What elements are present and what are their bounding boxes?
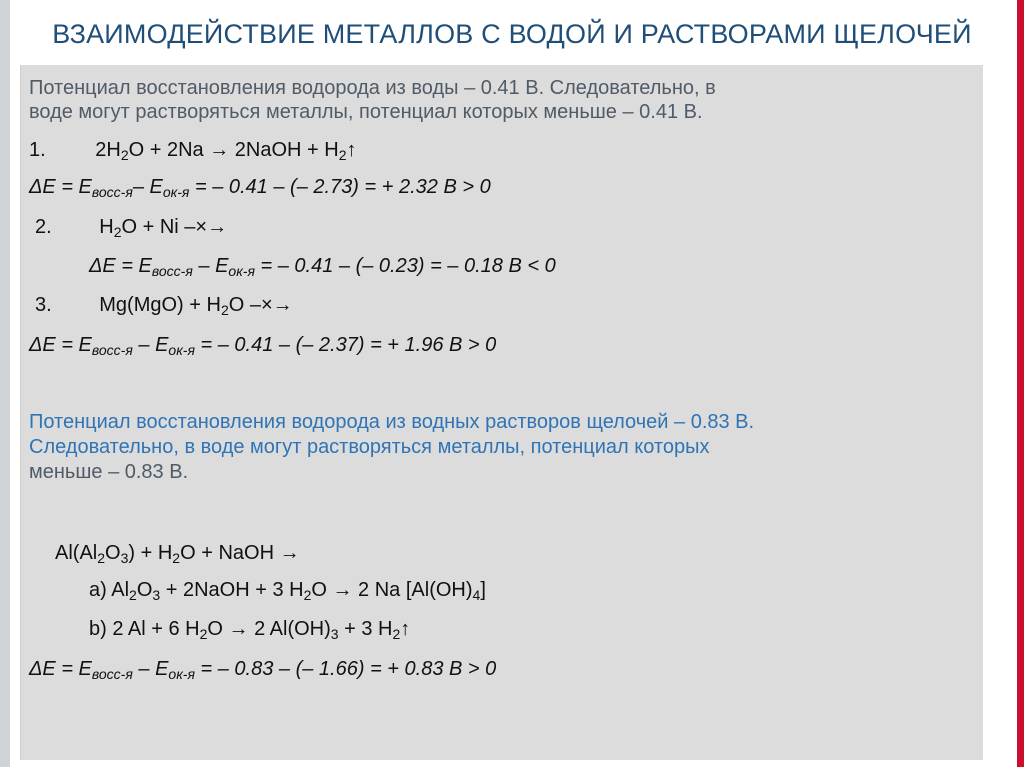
para1-line1: Потенциал восстановления водорода из воды – 0.41 В. Следовательно, в [29,77,716,99]
delta-e-1: $\Delta E = E_{восс-я}-$ $E_{ок-я}$ = – 0.41 – (– 2.73) = + 2.32 В > 0 [29,176,491,200]
equation-4: $Al(Al_2O_3) + H_2O$ + NaOH → [55,542,300,566]
equation-1: 1. $2H_2O + 2Na$ → 2NaOH + $H_2↑$ [29,139,357,163]
delta-e-3: $\Delta E = E_{восс-я} - E_{ок-я}$ = – 0.41 – (– 2.37) = + 1.96 В > 0 [29,334,497,358]
para2-line2: Следовательно, в воде могут растворяться металлы, потенциал которых [29,436,710,458]
right-accent-bar [1017,0,1024,767]
para1-line2: воде могут растворяться металлы, потенциал которых меньше – 0.41 В. [29,101,703,123]
para2-line3: меньше – 0.83 В. [29,461,189,483]
left-edge-bar [0,0,10,767]
content-panel [20,65,983,760]
equation-4b: b) 2 Al + 6 $H_2O \to 2$ $Al(OH)_3 + 3$ $H_2↑$ [89,618,411,642]
delta-e-4: $\Delta E = E_{восс-я} - E_{ок-я}$ = – 0.83 – (– 1.66) = + 0.83 В > 0 [29,658,497,682]
equation-number: 3. [35,294,52,316]
equation-2: 2. $H_2O + Ni$ –×→ [35,216,228,240]
para2-line1: Потенциал восстановления водорода из водных растворов щелочей – 0.83 В. [29,411,755,433]
equation-4a: a) $Al_2O_3$ + 2NaOH + 3 $H_2O \to 2$ Na $[Al(OH)_4]$ [89,579,486,603]
equation-3: 3. $Mg(MgO) + H_2O$ –×→ [35,294,293,318]
delta-e-2: $\Delta E = E_{восс-я} - E_{ок-я}$ = – 0.41 – (– 0.23) = – 0.18 В < 0 [89,255,556,279]
equation-number: 2. [35,216,52,238]
slide-title: ВЗАИМОДЕЙСТВИЕ МЕТАЛЛОВ С ВОДОЙ И РАСТВОРАМИ ЩЕЛОЧЕЙ [52,19,972,49]
equation-number: 1. [29,139,46,161]
